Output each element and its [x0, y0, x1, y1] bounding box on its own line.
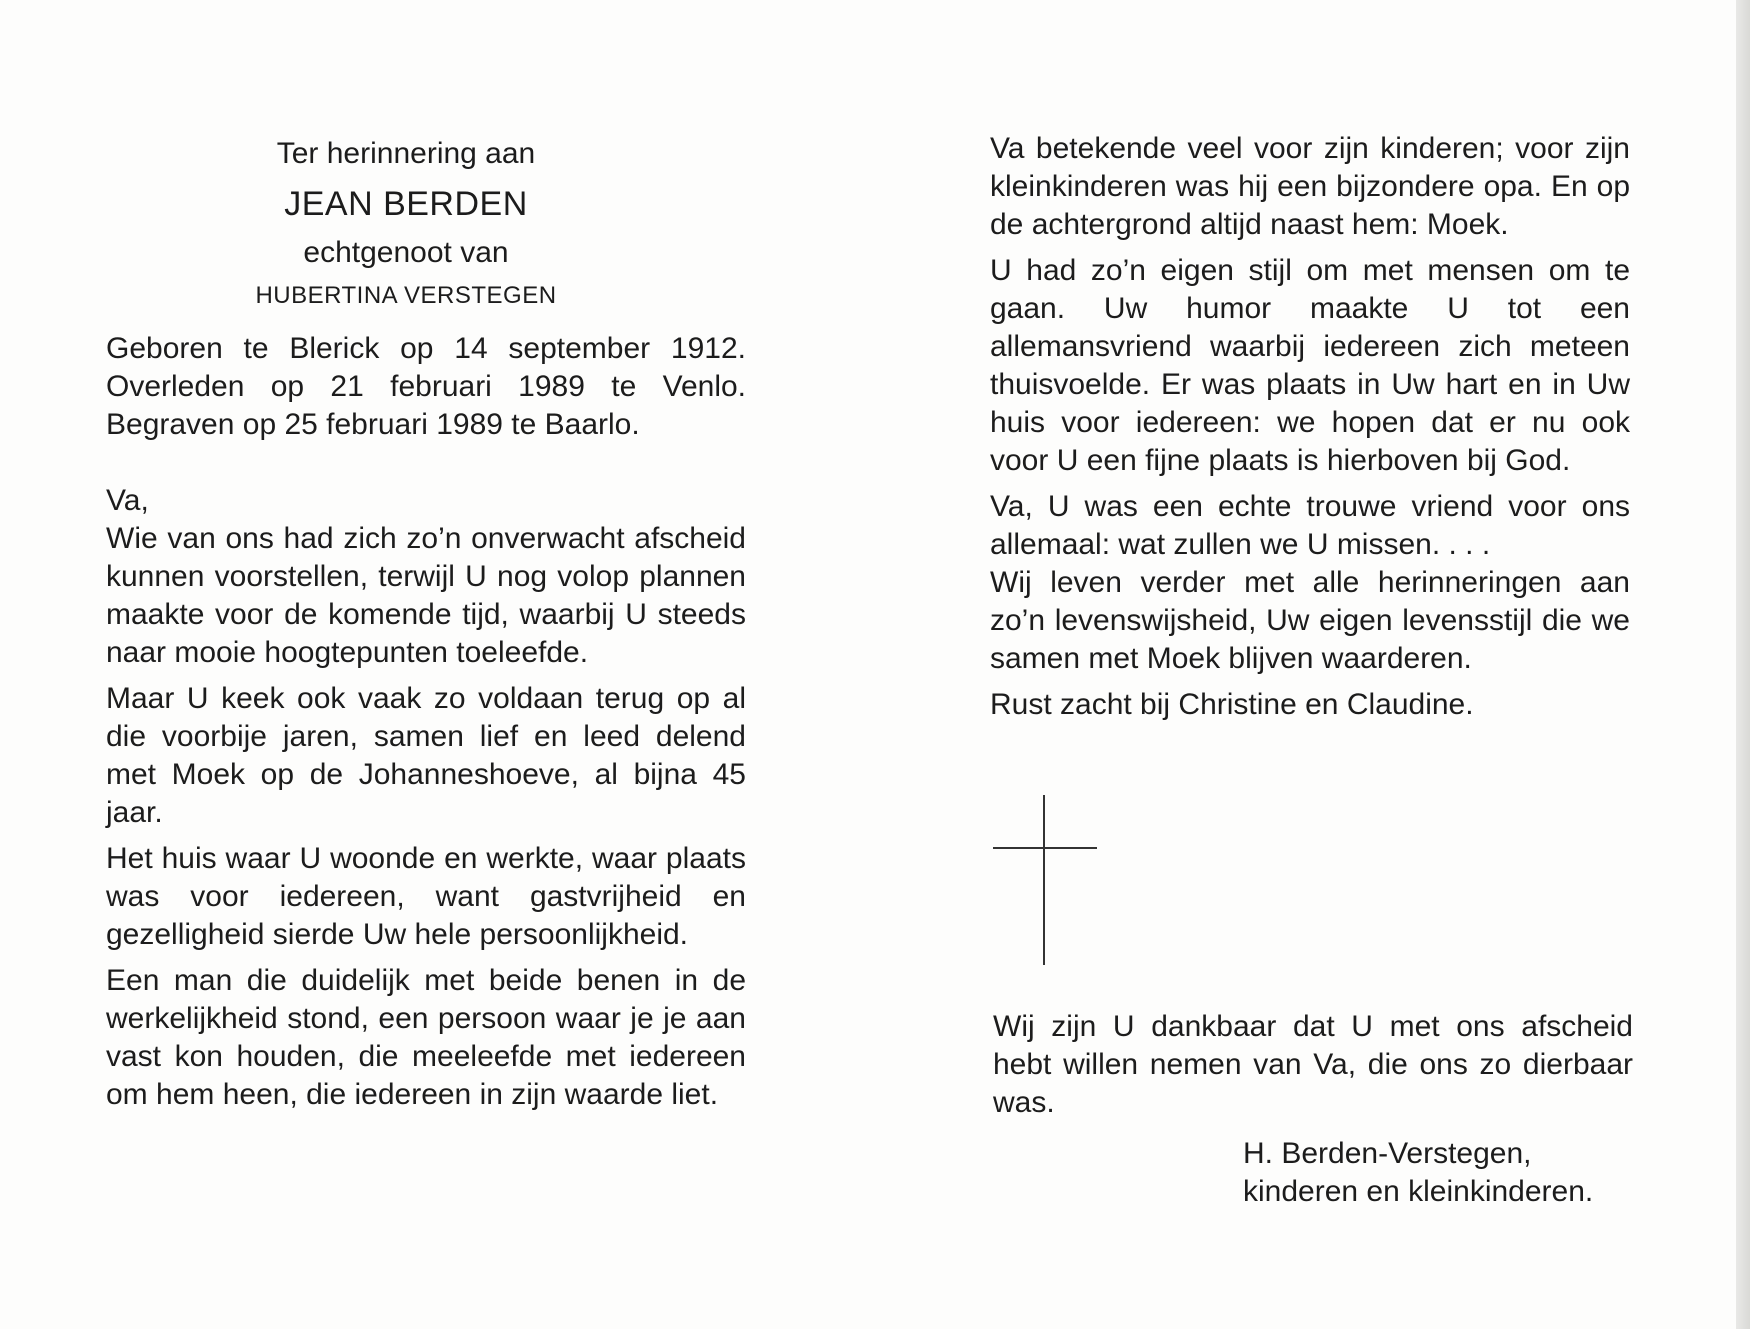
- life-dates: Geboren te Blerick op 14 september 1912. Overleden op 21 februari 1989 te Venlo. Begraven op 25 februari 1989 te Baarlo.: [106, 332, 746, 441]
- paragraph: Het huis waar U woonde en werkte, waar plaats was voor iedereen, want gastvrijheid en gezelligheid sierde Uw hele persoonlijkheid.: [106, 842, 746, 951]
- left-column: [106, 130, 746, 1114]
- cross-icon: [993, 795, 1097, 965]
- paragraph: U had zo’n eigen stijl om met mensen om te gaan. Uw humor maakte U tot een allemansvriend waarbij iedereen zich meteen thuisvoelde. Er was plaats in Uw hart en in Uw huis voor iedereen: we hopen dat er nu ook voor U een fijne plaats is hierboven bij God.: [990, 254, 1630, 477]
- paragraph: Een man die duidelijk met beide benen in de werkelijkheid stond, een persoon waar je je aan vast kon houden, die meeleefde met iedereen om hem heen, die iedereen in zijn waarde liet.: [106, 964, 746, 1111]
- spouse-label: echtgenoot van: [303, 236, 509, 269]
- signature: [1243, 1135, 1593, 1211]
- scan-edge: [1736, 0, 1750, 1329]
- paragraph: Maar U keek ook vaak zo voldaan terug op al die voorbije jaren, samen lief en leed delend met Moek op de Johanneshoeve, al bijna 45 jaar.: [106, 682, 746, 829]
- paragraph: Wij leven verder met alle herinneringen aan zo’n levenswijsheid, Uw eigen levensstijl die we samen met Moek blijven waarderen.: [990, 566, 1630, 675]
- deceased-name: JEAN BERDEN: [284, 185, 528, 223]
- paragraph: Va betekende veel voor zijn kinderen; voor zijn kleinkinderen was hij een bijzondere opa. En op de achtergrond altijd naast hem: Moek.: [990, 132, 1630, 241]
- paragraph: Wie van ons had zich zo’n onverwacht afscheid kunnen voorstellen, terwijl U nog volop plannen maakte voor de komende tijd, waarbij U steeds naar mooie hoogtepunten toeleefde.: [106, 522, 746, 669]
- signature-line: kinderen en kleinkinderen.: [1243, 1175, 1594, 1208]
- spouse-name: HUBERTINA VERSTEGEN: [255, 282, 557, 309]
- intro-line: Ter herinnering aan: [276, 137, 536, 170]
- salutation: Va,: [106, 484, 149, 517]
- thanks-text: Wij zijn U dankbaar dat U met ons afscheid hebt willen nemen van Va, die ons zo dierbaar was.: [993, 1010, 1633, 1119]
- paragraph: Va, U was een echte trouwe vriend voor ons allemaal: wat zullen we U missen. . . .: [990, 490, 1630, 561]
- signature-line: H. Berden-Verstegen,: [1243, 1137, 1532, 1170]
- closing-line: Rust zacht bij Christine en Claudine.: [990, 688, 1474, 721]
- right-column: [990, 130, 1630, 724]
- header: [86, 130, 726, 316]
